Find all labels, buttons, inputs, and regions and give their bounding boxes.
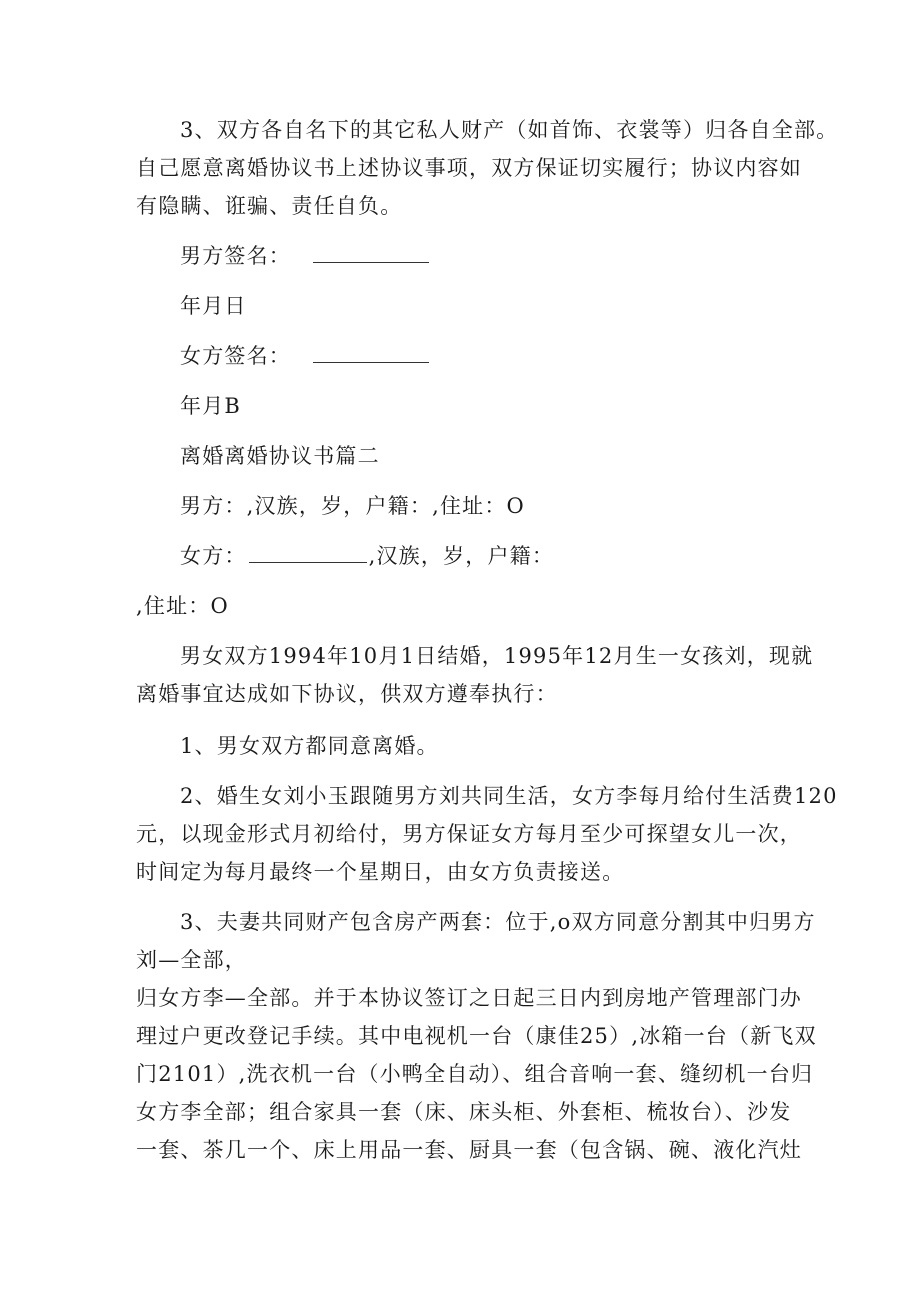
item2-line2: 元，以现金形式月初给付，男方保证女方每月至少可探望女儿一次，: [136, 822, 802, 846]
item3-line7: 一套、茶几一个、床上用品一套、厨具一套（包含锅、碗、液化汽灶: [136, 1138, 802, 1162]
date-line-1: 年月日: [180, 294, 247, 318]
item2-line1: 2、婚生女刘小玉跟随男方刘共同生活，女方李每月给付生活费120: [180, 784, 838, 808]
wife-info-prefix: 女方：: [180, 544, 247, 568]
para1-line2: 自己愿意离婚协议书上述协议事项，双方保证切实履行；协议内容如: [136, 156, 802, 180]
item3-line3: 归女方李—全部。并于本协议签订之日起三日内到房地产管理部门办: [136, 986, 802, 1010]
intro-line1: 男女双方1994年10月1日结婚，1995年12月生一女孩刘，现就: [180, 644, 814, 668]
husband-signature-blank: [313, 242, 429, 263]
para1-line1: 3、双方各自名下的其它私人财产（如首饰、衣裳等）归各自全部。: [180, 118, 839, 142]
item1: 1、男女双方都同意离婚。: [180, 734, 439, 758]
husband-signature-label: 男方签名：: [180, 244, 291, 268]
wife-signature-blank: [313, 342, 429, 363]
section-title: 离婚离婚协议书篇二: [180, 444, 380, 468]
wife-name-blank: [249, 542, 367, 563]
para1-line3: 有隐瞒、诳骗、责任自负。: [136, 194, 403, 218]
date-line-2: 年月B: [180, 394, 242, 418]
item3-line2: 刘—全部，: [136, 948, 247, 972]
item3-line6: 女方李全部；组合家具一套（床、床头柜、外套柜、梳妆台）、沙发: [136, 1100, 792, 1124]
item2-line3: 时间定为每月最终一个星期日，由女方负责接送。: [136, 860, 625, 884]
wife-info-suffix: ,汉族，岁，户籍：: [368, 544, 555, 568]
husband-signature-row: [180, 241, 431, 271]
wife-signature-row: [180, 341, 431, 371]
item3-line1: 3、夫妻共同财产包含房产两套：位于,o双方同意分割其中归男方: [180, 910, 816, 934]
item3-line4: 理过户更改登记手续。其中电视机一台（康佳25）,冰箱一台（新飞双: [136, 1024, 817, 1048]
husband-info: 男方：,汉族，岁，户籍：,住址：O: [180, 494, 525, 518]
wife-address: ,住址：O: [136, 594, 229, 618]
wife-info-row: [180, 541, 554, 571]
intro-line2: 离婚事宜达成如下协议，供双方遵奉执行：: [136, 682, 558, 706]
item3-line5: 门2101）,洗衣机一台（小鸭全自动）、组合音响一套、缝纫机一台归: [136, 1062, 814, 1086]
wife-signature-label: 女方签名：: [180, 344, 291, 368]
